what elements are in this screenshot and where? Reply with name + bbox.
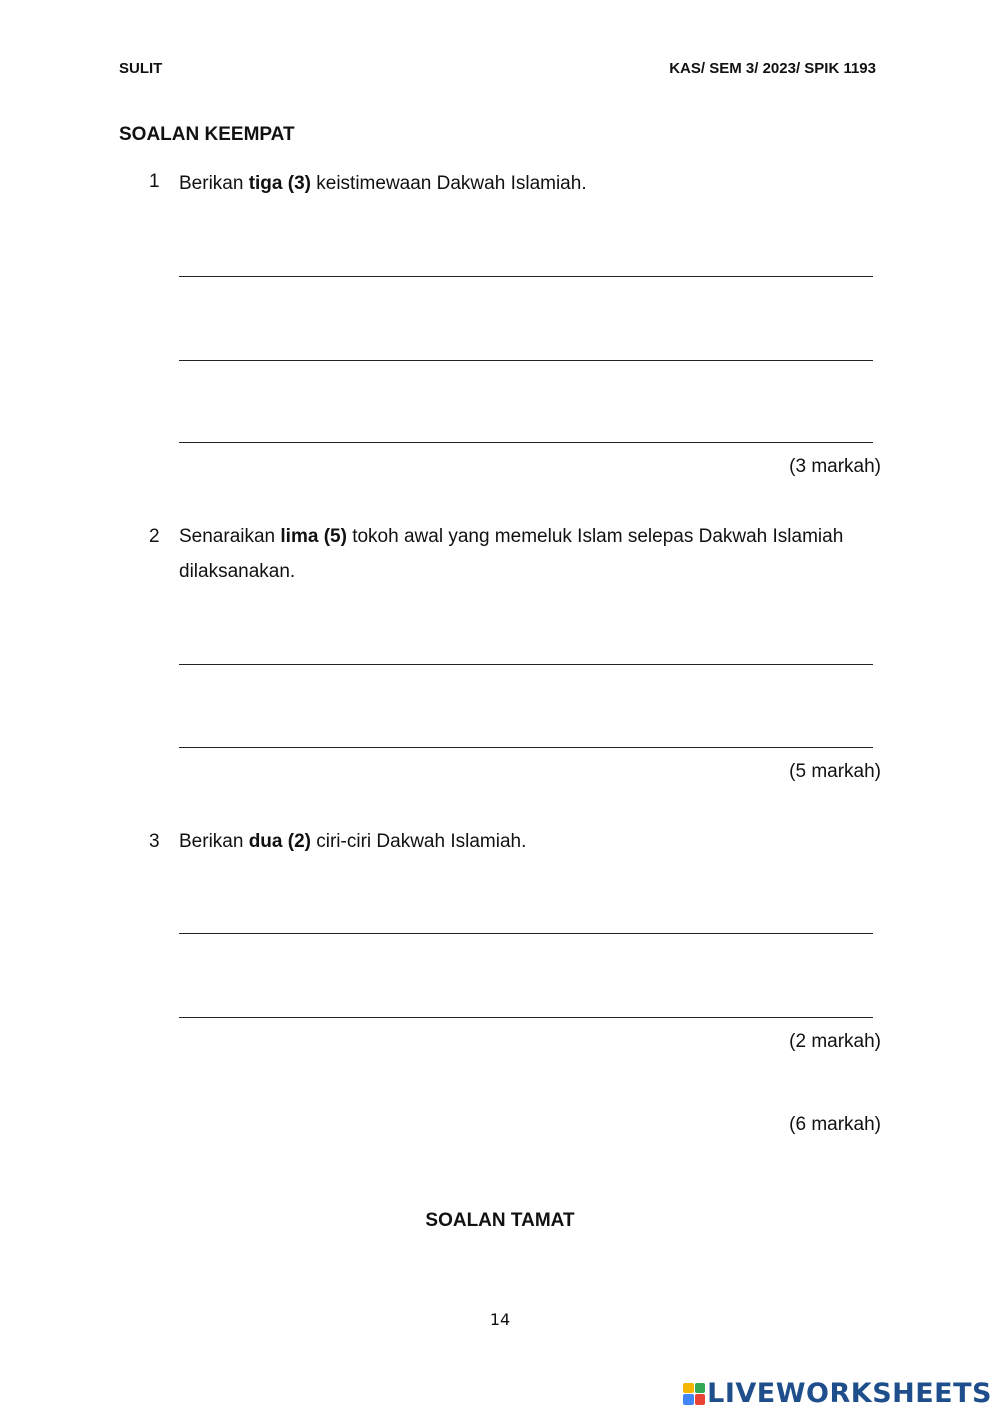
question-3-pre: Berikan — [179, 831, 249, 852]
question-3-bold: dua (2) — [248, 831, 311, 852]
question-1-marks: (3 markah) — [789, 456, 881, 477]
logo-tile-2 — [695, 1383, 706, 1394]
question-2-number: 2 — [149, 526, 160, 547]
answer-line[interactable] — [179, 933, 873, 934]
section-title: SOALAN KEEMPAT — [119, 124, 295, 145]
question-1-bold: tiga (3) — [248, 173, 311, 194]
page-number: 14 — [489, 1310, 511, 1329]
logo-tile-4 — [695, 1394, 706, 1405]
end-title: SOALAN TAMAT — [425, 1210, 575, 1231]
logo-tile-3 — [683, 1394, 694, 1405]
question-1-pre: Berikan — [179, 173, 249, 194]
question-3-text — [179, 824, 884, 859]
question-2-marks: (5 markah) — [789, 761, 881, 782]
brand-name: LIVEWORKSHEETS — [707, 1378, 992, 1409]
question-1-text — [179, 166, 884, 201]
answer-line[interactable] — [179, 276, 873, 277]
question-1-post: keistimewaan Dakwah Islamiah. — [310, 173, 587, 194]
total-marks: (6 markah) — [789, 1114, 881, 1135]
header-course-code: KAS/ SEM 3/ 2023/ SPIK 1193 — [669, 60, 876, 77]
liveworksheets-logo-icon — [683, 1383, 705, 1405]
logo-tile-1 — [683, 1383, 694, 1394]
answer-line[interactable] — [179, 664, 873, 665]
answer-line[interactable] — [179, 442, 873, 443]
answer-line[interactable] — [179, 747, 873, 748]
question-2-bold: lima (5) — [280, 526, 347, 547]
question-2-post: tokoh awal yang memeluk Islam selepas Dakwah Islamiah dilaksanakan. — [179, 526, 844, 582]
answer-line[interactable] — [179, 360, 873, 361]
question-2-pre: Senaraikan — [179, 526, 281, 547]
header-classification: SULIT — [119, 60, 163, 77]
question-3-marks: (2 markah) — [789, 1031, 881, 1052]
question-2-text — [179, 519, 884, 589]
answer-line[interactable] — [179, 1017, 873, 1018]
question-3-number: 3 — [149, 831, 160, 852]
question-3-post: ciri-ciri Dakwah Islamiah. — [310, 831, 527, 852]
liveworksheets-brand[interactable] — [683, 1378, 992, 1409]
question-1-number: 1 — [149, 171, 160, 192]
